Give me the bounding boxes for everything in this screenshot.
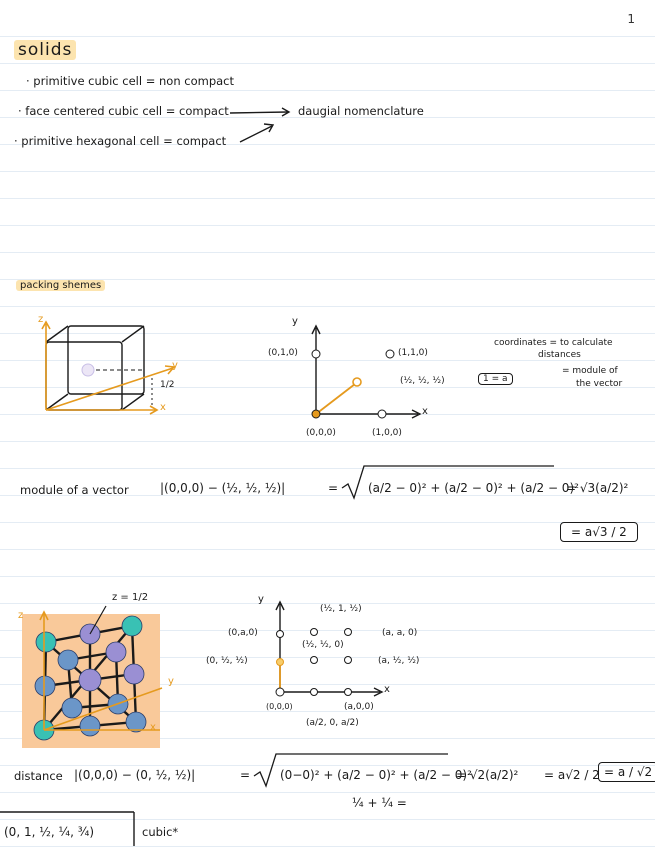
plot2-x: x bbox=[384, 684, 390, 695]
plot1-note-4: the vector bbox=[576, 379, 623, 389]
eq1-eq: = bbox=[328, 481, 339, 495]
plot2-pahh: (a, ½, ½) bbox=[378, 656, 420, 666]
plot2-y: y bbox=[258, 594, 264, 605]
eq1-sqrt-body: (a/2 − 0)² + (a/2 − 0)² + (a/2 − 0)² bbox=[368, 481, 579, 495]
eq2-sqrt-body: (0−0)² + (a/2 − 0)² + (a/2 − 0)² bbox=[280, 768, 472, 782]
fcc-z: z bbox=[18, 610, 24, 621]
eq2-r2: = a√2 / 2 bbox=[544, 768, 600, 782]
bottom-note: cubic* bbox=[142, 825, 179, 839]
eq1-lhs: module of a vector bbox=[20, 483, 129, 497]
eq2-eq: = bbox=[240, 768, 251, 782]
plot2-pa00: (a,0,0) bbox=[344, 702, 374, 712]
cube-x: x bbox=[160, 402, 166, 413]
plot2-top: (½, 1, ½) bbox=[320, 604, 362, 614]
fcc-y: y bbox=[168, 676, 174, 687]
bottom-box: (0, 1, ½, ¼, ¾) bbox=[4, 825, 95, 839]
plot1-note-3: = module of bbox=[562, 366, 618, 376]
cube-half: 1/2 bbox=[160, 380, 175, 390]
cube-y: y bbox=[172, 360, 178, 371]
bullet-1: · primitive cubic cell = non compact bbox=[26, 74, 234, 88]
plot1-center: (½, ½, ½) bbox=[400, 376, 445, 386]
eq2-rhs: = √2(a/2)² bbox=[456, 768, 519, 782]
fcc-z-label: z = 1/2 bbox=[112, 592, 149, 603]
bullet-2: · face centered cubic cell = compact bbox=[18, 104, 229, 118]
plot1-boxed: 1 = a bbox=[478, 373, 513, 385]
cube-diagram bbox=[28, 312, 188, 432]
eq2-lhs: distance bbox=[14, 769, 63, 783]
plot2-paa0: (a, a, 0) bbox=[382, 628, 418, 638]
plot1-note-2: distances bbox=[538, 350, 581, 360]
plot1-y: y bbox=[292, 316, 298, 327]
plot1-x: x bbox=[422, 406, 428, 417]
arrow-note: daugial nomenclature bbox=[298, 104, 424, 118]
fcc-lattice bbox=[20, 604, 170, 754]
plot1-p110: (1,1,0) bbox=[398, 348, 428, 358]
plot2-mid: (½, ½, 0) bbox=[302, 640, 344, 650]
eq2-r3: = a / √2 bbox=[598, 762, 655, 782]
plot2-bottom: (a/2, 0, a/2) bbox=[306, 718, 359, 728]
page-number: 1 bbox=[627, 12, 635, 26]
eq1-rhs: = √3(a/2)² bbox=[566, 481, 629, 495]
cube-z: z bbox=[38, 314, 44, 325]
fcc-x: x bbox=[150, 722, 156, 733]
plot1-p000: (0,0,0) bbox=[306, 428, 336, 438]
eq1-result: = a√3 / 2 bbox=[560, 522, 638, 542]
plot1-p100: (1,0,0) bbox=[372, 428, 402, 438]
bullet-3: · primitive hexagonal cell = compact bbox=[14, 134, 227, 148]
plot2-p000: (0,0,0) bbox=[266, 702, 293, 711]
eq2-sub: ¼ + ¼ = bbox=[352, 796, 407, 810]
plot2-p0a0: (0,a,0) bbox=[228, 628, 258, 638]
heading-solids: solids bbox=[14, 40, 76, 60]
plot2-p0hh: (0, ½, ½) bbox=[206, 656, 248, 666]
plot1-p010: (0,1,0) bbox=[268, 348, 298, 358]
heading-packing: packing shemes bbox=[16, 280, 105, 291]
eq1-vec: |(0,0,0) − (½, ½, ½)| bbox=[160, 481, 286, 495]
plot1-note-1: coordinates = to calculate bbox=[494, 338, 613, 348]
eq2-vec: |(0,0,0) − (0, ½, ½)| bbox=[74, 768, 196, 782]
